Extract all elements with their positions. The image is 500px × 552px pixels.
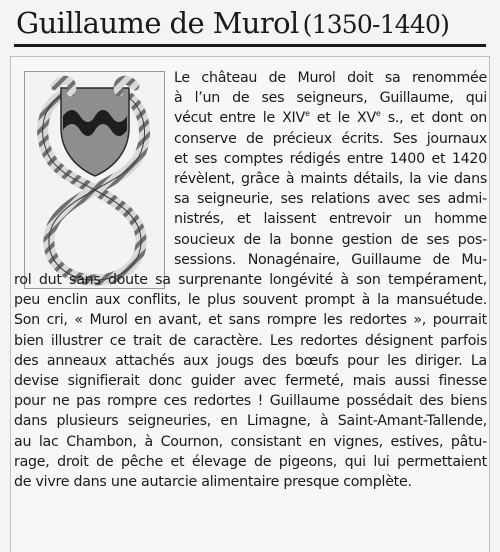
body-line: à l’un de ses seigneurs, Guillaume, qui	[174, 90, 487, 107]
body-line: des anneaux attachés aux jougs des bœufs pour les diriger. La	[14, 352, 487, 369]
body-line: vécut entre le XIVe et le XVe s., et dont on	[174, 108, 487, 127]
page-title	[16, 4, 484, 44]
body-line: rol dut sans doute sa surprenante longévité à son tempérament,	[14, 272, 487, 289]
body-line: et ses comptes rédigés entre 1400 et 1420	[174, 150, 487, 167]
body-line: rage, droit de pêche et élevage de pigeons, qui lui permettaient	[14, 453, 487, 470]
body-line: devise signifierait donc guider avec fermeté, mais aussi finesse	[14, 373, 487, 390]
body-line: sessions. Nonagénaire, Guillaume de Mu-	[174, 251, 487, 268]
body-line: de vivre dans une autarcie alimentaire presque complète.	[14, 474, 412, 491]
body-line: Le château de Murol doit sa renommée	[174, 70, 487, 86]
body-line: peu enclin aux conflits, le plus souvent prompt à la mansuétude.	[14, 292, 487, 309]
article-body	[14, 68, 487, 492]
body-line: dans plusieurs seigneuries, en Limagne, à Saint-Amant-Tallende,	[14, 413, 487, 430]
title-years: (1350-1440)	[302, 10, 450, 39]
body-line: bien illustrer ce trait de caractère. Les redortes désignent parfois	[14, 332, 487, 349]
body-line: au lac Chambon, à Cournon, consistant en vignes, estives, pâtu-	[14, 433, 487, 450]
body-line: soucieux de la bonne gestion de ses pos-	[174, 231, 487, 248]
body-line: conserve de précieux écrits. Ses journaux	[174, 130, 487, 147]
title-name: Guillaume de Murol	[16, 6, 299, 40]
body-line: pour ne pas rompre ces redortes ! Guillaume possédait des biens	[14, 393, 487, 410]
body-line: sa seigneurie, ses relations avec ses admi-	[174, 191, 487, 208]
body-line: Son cri, « Murol en avant, et sans rompre les redortes », pourrait	[14, 312, 487, 329]
body-line: nistrés, et laissent entrevoir un homme	[174, 211, 487, 228]
title-underline	[14, 44, 486, 47]
body-line: révèlent, grâce à maints détails, la vie dans	[174, 171, 487, 188]
